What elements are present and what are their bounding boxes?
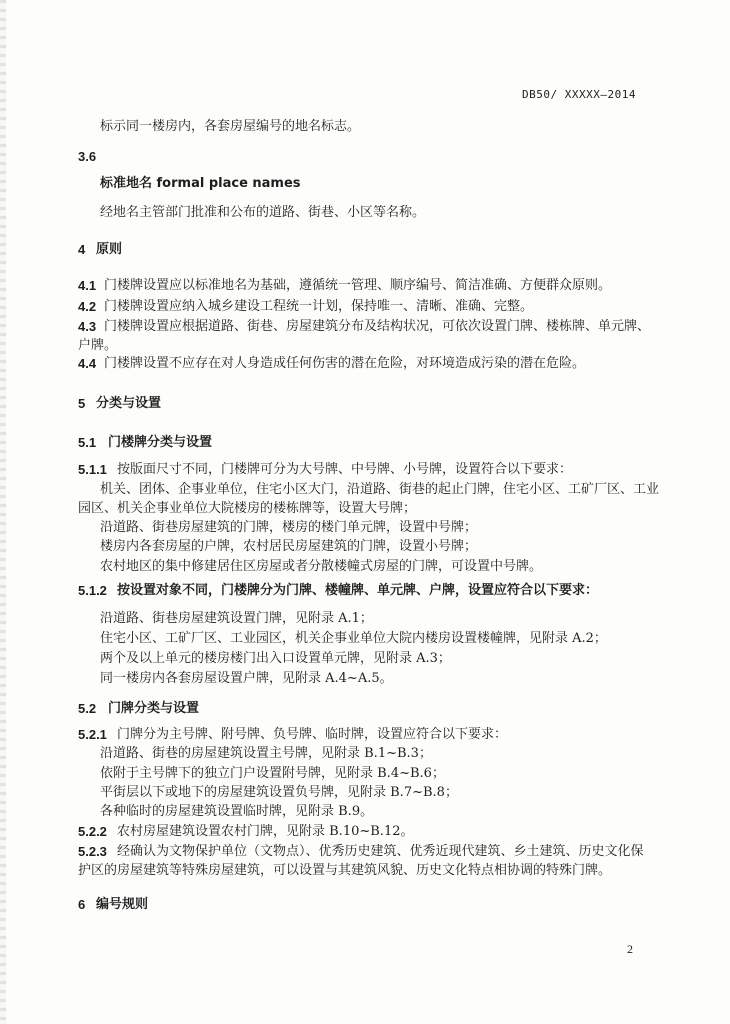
term-definition: 经地名主管部门批准和公布的道路、街巷、小区等名称。 [100,205,426,220]
section-5-number: 5 [78,396,86,411]
section-5-1-number: 5.1 [78,435,97,450]
clause-5-1-1-item-rural: 农村地区的集中修建居住区房屋或者分散楼幢式房屋的门牌，可设置中号牌。 [100,559,543,574]
clause-5-2-2-text: 农村房屋建筑设置农村门牌，见附录 B.10~B.12。 [117,824,414,839]
section-5-title: 分类与设置 [96,396,162,411]
clause-4-2-number: 4.2 [78,299,97,314]
clause-5-1-1-item-small: 楼房内各套房屋的户牌，农村居民房屋建筑的门牌，设置小号牌； [100,539,478,554]
clause-5-1-1-item-large-2: 园区、机关企事业单位大院楼房的楼栋牌等，设置大号牌； [78,501,417,516]
section-5-2-title: 门牌分类与设置 [108,701,200,716]
section-6-number: 6 [78,897,86,912]
clause-5-2-1-item-attached: 依附于主号牌下的独立门户设置附号牌，见附录 B.4~B.6； [100,766,445,781]
clause-4-4-text: 门楼牌设置不应存在对人身造成任何伤害的潜在危险，对环境造成污染的潜在危险。 [104,356,586,371]
section-4-number: 4 [78,242,86,257]
clause-5-1-2-item-household: 同一楼房内各套房屋设置户牌，见附录 A.4~A.5。 [100,671,393,686]
clause-5-1-2-number: 5.1.2 [78,583,107,598]
section-3-6-number: 3.6 [78,149,97,164]
clause-5-2-3-number: 5.2.3 [78,844,107,859]
clause-5-1-2-item-building: 住宅小区、工矿厂区、工业园区，机关企事业单位大院内楼房设置楼幢牌，见附录 A.2； [100,631,607,646]
clause-4-3-continuation: 户牌。 [78,338,118,353]
clause-5-1-1-number: 5.1.1 [78,462,107,477]
clause-5-2-1-number: 5.2.1 [78,727,107,742]
clause-5-1-2-item-door: 沿道路、街巷房屋建筑设置门牌，见附录 A.1； [100,611,373,626]
clause-5-2-1-item-main: 沿道路、街巷的房屋建筑设置主号牌，见附录 B.1~B.3； [100,746,432,761]
clause-4-3-number: 4.3 [78,319,97,334]
clause-4-1-text: 门楼牌设置应以标准地名为基础，遵循统一管理、顺序编号、简洁准确、方便群众原则。 [104,278,612,293]
term-heading: 标准地名 formal place names [100,176,301,191]
clause-4-2-text: 门楼牌设置应纳入城乡建设工程统一计划，保持唯一、清晰、准确、完整。 [104,299,534,314]
section-6-title: 编号规则 [96,897,149,912]
document-code-header: DB50/ XXXXX—2014 [522,88,636,101]
section-5-1-title: 门楼牌分类与设置 [108,435,213,450]
clause-5-2-1-item-negative: 平街层以下或地下的房屋建筑设置负号牌，见附录 B.7~B.8； [100,785,458,800]
clause-5-1-2-item-unit: 两个及以上单元的楼房楼门出入口设置单元牌，见附录 A.3； [100,651,451,666]
clause-5-1-1-item-medium: 沿道路、街巷房屋建筑的门牌，楼房的楼门单元牌，设置中号牌； [100,520,478,535]
clause-4-4-number: 4.4 [78,356,97,371]
scan-edge-artifact [0,0,6,1024]
clause-5-2-3-text: 经确认为文物保护单位（文物点）、优秀历史建筑、优秀近现代建筑、乡土建筑、历史文化保 [117,844,644,859]
clause-5-1-1-item-large-1: 机关、团体、企事业单位，住宅小区大门，沿道路、街巷的起止门牌，住宅小区、工矿厂区、工业 [100,482,660,497]
clause-5-1-2-text: 按设置对象不同，门楼牌分为门牌、楼幢牌、单元牌、户牌，设置应符合以下要求： [117,583,599,598]
section-5-2-number: 5.2 [78,701,97,716]
clause-5-2-1-text: 门牌分为主号牌、附号牌、负号牌、临时牌，设置应符合以下要求： [117,727,508,742]
definition-continuation: 标示同一楼房内，各套房屋编号的地名标志。 [100,119,361,134]
clause-4-1-number: 4.1 [78,278,97,293]
clause-5-2-3-continuation: 护区的房屋建筑等特殊房屋建筑，可以设置与其建筑风貌、历史文化特点相协调的特殊门牌。 [78,863,612,878]
clause-5-2-1-item-temporary: 各种临时的房屋建筑设置临时牌，见附录 B.9。 [100,804,374,819]
clause-5-2-2-number: 5.2.2 [78,824,107,839]
section-4-title: 原则 [96,242,123,257]
page-number: 2 [627,942,633,956]
clause-5-1-1-text: 按版面尺寸不同，门楼牌可分为大号牌、中号牌、小号牌，设置符合以下要求： [117,462,573,477]
clause-4-3-text: 门楼牌设置应根据道路、街巷、房屋建筑分布及结构状况，可依次设置门牌、楼栋牌、单元牌、 [104,319,651,334]
